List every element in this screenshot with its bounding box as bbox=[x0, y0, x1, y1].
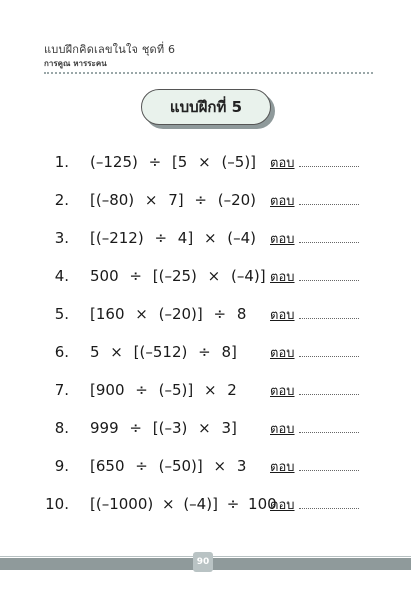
answer-blank[interactable] bbox=[299, 266, 359, 281]
problem-number: 3. bbox=[54, 229, 69, 247]
problem-expression: [(–80) × 7] ÷ (–20) bbox=[90, 191, 257, 209]
answer-blank[interactable] bbox=[299, 304, 359, 319]
answer-area bbox=[270, 340, 359, 366]
answer-label: ตอบ bbox=[270, 460, 295, 475]
problem-number: 4. bbox=[54, 267, 69, 285]
problem-expression: (–125) ÷ [5 × (–5)] bbox=[90, 153, 257, 171]
problem-row bbox=[0, 150, 411, 174]
answer-label: ตอบ bbox=[270, 156, 295, 171]
answer-blank[interactable] bbox=[299, 456, 359, 471]
header-subtitle: การคูณ หารระคน bbox=[44, 59, 107, 68]
problem-row bbox=[0, 264, 411, 288]
problem-expression: [(–212) ÷ 4] × (–4) bbox=[90, 229, 257, 247]
answer-blank[interactable] bbox=[299, 342, 359, 357]
problem-row bbox=[0, 492, 411, 516]
answer-area bbox=[270, 226, 359, 252]
answer-area bbox=[270, 264, 359, 290]
problem-number: 8. bbox=[54, 419, 69, 437]
answer-label: ตอบ bbox=[270, 232, 295, 247]
answer-area bbox=[270, 492, 359, 518]
answer-area bbox=[270, 188, 359, 214]
answer-label: ตอบ bbox=[270, 422, 295, 437]
header-divider bbox=[44, 72, 373, 74]
answer-label: ตอบ bbox=[270, 346, 295, 361]
problem-row bbox=[0, 302, 411, 326]
answer-area bbox=[270, 454, 359, 480]
answer-blank[interactable] bbox=[299, 190, 359, 205]
problem-row bbox=[0, 416, 411, 440]
problem-number: 5. bbox=[54, 305, 69, 323]
problem-row bbox=[0, 454, 411, 478]
problem-number: 1. bbox=[54, 153, 69, 171]
problem-row bbox=[0, 226, 411, 250]
problem-number: 7. bbox=[54, 381, 69, 399]
problem-number: 2. bbox=[54, 191, 69, 209]
answer-blank[interactable] bbox=[299, 494, 359, 509]
problem-row bbox=[0, 378, 411, 402]
page-number: 90 bbox=[193, 552, 213, 572]
answer-label: ตอบ bbox=[270, 384, 295, 399]
exercise-title: แบบฝึกที่ 5 bbox=[169, 98, 243, 116]
answer-blank[interactable] bbox=[299, 228, 359, 243]
answer-label: ตอบ bbox=[270, 498, 295, 513]
problem-number: 9. bbox=[54, 457, 69, 475]
answer-area bbox=[270, 302, 359, 328]
exercise-title-badge bbox=[141, 89, 271, 125]
problem-expression: [900 ÷ (–5)] × 2 bbox=[90, 381, 237, 399]
answer-label: ตอบ bbox=[270, 194, 295, 209]
answer-area bbox=[270, 416, 359, 442]
problem-row bbox=[0, 188, 411, 212]
answer-blank[interactable] bbox=[299, 418, 359, 433]
problem-number: 6. bbox=[54, 343, 69, 361]
answer-area bbox=[270, 150, 359, 176]
header-title: แบบฝึกคิดเลขในใจ ชุดที่ 6 bbox=[44, 43, 176, 56]
problem-expression: [650 ÷ (–50)] × 3 bbox=[90, 457, 247, 475]
problem-expression: 5 × [(–512) ÷ 8] bbox=[90, 343, 237, 361]
answer-blank[interactable] bbox=[299, 152, 359, 167]
problem-row bbox=[0, 340, 411, 364]
problem-number: 10. bbox=[45, 495, 69, 513]
answer-label: ตอบ bbox=[270, 270, 295, 285]
answer-area bbox=[270, 378, 359, 404]
problem-expression: 500 ÷ [(–25) × (–4)] bbox=[90, 267, 266, 285]
answer-blank[interactable] bbox=[299, 380, 359, 395]
problem-expression: [160 × (–20)] ÷ 8 bbox=[90, 305, 247, 323]
problem-expression: 999 ÷ [(–3) × 3] bbox=[90, 419, 237, 437]
answer-label: ตอบ bbox=[270, 308, 295, 323]
problem-expression: [(–1000) × (–4)] ÷ 100 bbox=[90, 495, 277, 513]
